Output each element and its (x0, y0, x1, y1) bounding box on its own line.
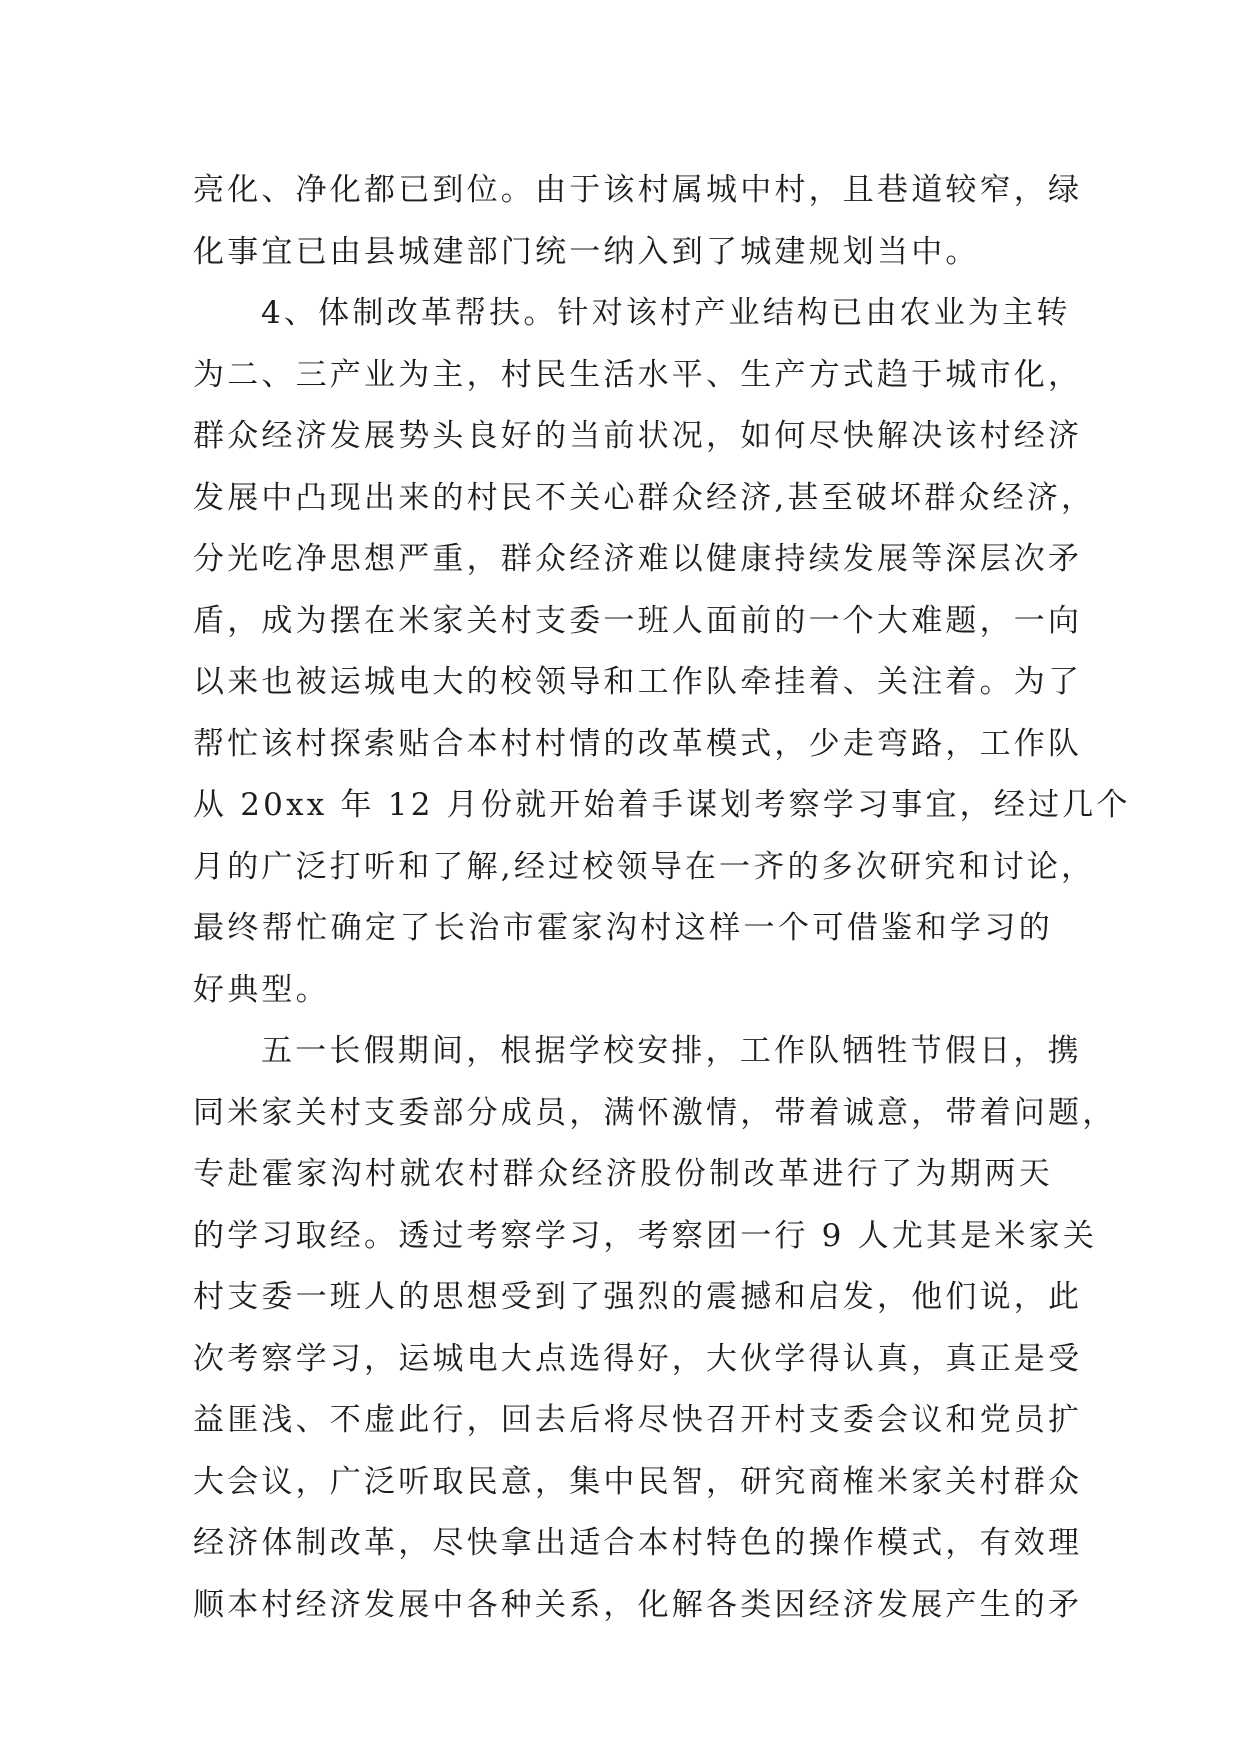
text-line: 专赴霍家沟村就农村群众经济股份制改革进行了为期两天 (193, 1156, 1053, 1192)
text-line: 最终帮忙确定了长治市霍家沟村这样一个可借鉴和学习的 (193, 910, 1053, 946)
text-line: 从 20xx 年 12 月份就开始着手谋划考察学习事宜，经过几个 (193, 787, 1131, 823)
text-line: 发展中凸现出来的村民不关心群众经济,甚至破坏群众经济， (193, 479, 1096, 516)
text-line: 为二、三产业为主，村民生活水平、生产方式趋于城市化， (193, 356, 1083, 393)
text-line: 益匪浅、不虚此行，回去后将尽快召开村支委会议和党员扩 (193, 1402, 1083, 1438)
text-line: 盾，成为摆在米家关村支委一班人面前的一个大难题，一向 (193, 602, 1083, 639)
text-line: 村支委一班人的思想受到了强烈的震撼和启发，他们说，此 (193, 1279, 1083, 1315)
paragraph-first-line: 4、体制改革帮扶。针对该村产业结构已由农业为主转 (261, 295, 1071, 331)
text-line: 帮忙该村探索贴合本村村情的改革模式，少走弯路，工作队 (193, 725, 1083, 762)
paragraph-first-line: 五一长假期间，根据学校安排，工作队牺牲节假日，携 (261, 1033, 1082, 1069)
text-line: 同米家关村支委部分成员，满怀激情，带着诚意，带着问题， (193, 1094, 1117, 1131)
text-line: 的学习取经。透过考察学习，考察团一行 9 人尤其是米家关 (193, 1217, 1098, 1254)
text-line: 次考察学习，运城电大点选得好，大伙学得认真，真正是受 (193, 1340, 1083, 1377)
text-line: 顺本村经济发展中各种关系，化解各类因经济发展产生的矛 (193, 1586, 1083, 1623)
text-line: 大会议，广泛听取民意，集中民智，研究商榷米家关村群众 (193, 1463, 1083, 1500)
text-line: 化事宜已由县城建部门统一纳入到了城建规划当中。 (193, 233, 980, 270)
text-line: 分光吃净思想严重，群众经济难以健康持续发展等深层次矛 (193, 541, 1083, 577)
text-line: 以来也被运城电大的校领导和工作队牵挂着、关注着。为了 (193, 664, 1083, 700)
text-line: 月的广泛打听和了解,经过校领导在一齐的多次研究和讨论， (193, 848, 1096, 885)
text-line: 亮化、净化都已到位。由于该村属城中村，且巷道较窄，绿 (193, 172, 1083, 208)
text-line: 经济体制改革，尽快拿出适合本村特色的操作模式，有效理 (193, 1525, 1083, 1561)
text-line: 好典型。 (193, 971, 330, 1008)
document-body (193, 160, 1131, 1636)
text-line: 群众经济发展势头良好的当前状况，如何尽快解决该村经济 (193, 418, 1083, 454)
